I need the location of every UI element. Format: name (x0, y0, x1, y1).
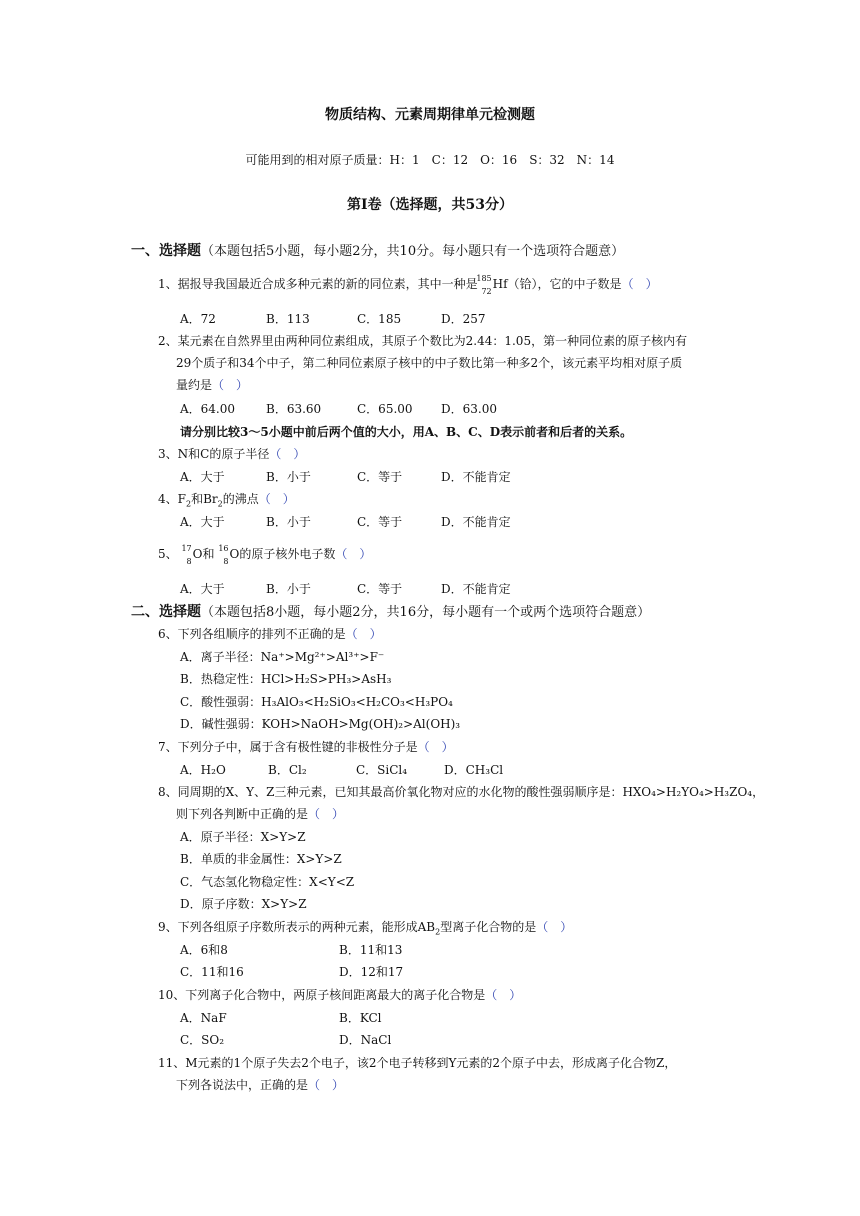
q9-option-d[interactable]: D．12和17 (339, 965, 404, 979)
question-10: 10、下列离子化合物中，两原子核间距离最大的离子化合物是（ ） (158, 988, 522, 1002)
q5-option-d[interactable]: D．不能肯定 (441, 582, 511, 596)
question-4: 4、$F_2$和$Br_2$的沸点（ ） (158, 492, 295, 509)
q10-option-b[interactable]: B．KCl (339, 1011, 382, 1025)
answer-blank[interactable]: （ ） (308, 807, 345, 821)
q2-option-b[interactable]: B．63.60 (266, 402, 322, 416)
q8-line-1: 8、同周期的X、Y、Z三种元素，已知其最高价氧化物对应的水化物的酸性强弱顺序是：HXO₄>H₂YO₄>H₃ZO₄， (158, 785, 765, 799)
answer-blank[interactable]: （ ） (308, 1078, 345, 1092)
q7-option-b[interactable]: B．Cl₂ (268, 763, 307, 777)
question-5: 5、 17 8 O和 16 8 O的原子核外电子数（ ） (158, 543, 372, 566)
q8-option-a[interactable]: A．原子半径：X>Y>Z (180, 830, 306, 844)
q1-option-a[interactable]: A．72 (180, 312, 216, 326)
answer-blank[interactable]: （ ） (335, 547, 372, 561)
question-6: 6、下列各组顺序的排列不正确的是（ ） (158, 627, 382, 641)
section1-heading: 一、选择题 (131, 243, 201, 259)
section1-note: （本题包括5小题，每小题2分，共10分。每小题只有一个选项符合题意） (201, 244, 625, 259)
question-9: 9、下列各组原子序数所表示的两种元素，能形成$AB_2$型离子化合物的是（ ） (158, 920, 573, 937)
q1-option-c[interactable]: C．185 (357, 312, 402, 326)
section2-header (131, 604, 650, 621)
instruction-3-5: 请分别比较3～5小题中前后两个值的大小，用A、B、C、D表示前者和后者的关系。 (180, 425, 633, 439)
q8-option-d[interactable]: D．原子序数：X>Y>Z (180, 897, 307, 911)
answer-blank[interactable]: （ ） (536, 920, 573, 934)
q6-option-c[interactable]: C．酸性强弱：H₃AlO₃<H₂SiO₃<H₂CO₃<H₃PO₄ (180, 695, 453, 709)
question-7: 7、下列分子中，属于含有极性键的非极性分子是（ ） (158, 740, 454, 754)
q8-option-c[interactable]: C．气态氢化物稳定性：X<Y<Z (180, 875, 355, 889)
q4-option-d[interactable]: D．不能肯定 (441, 515, 511, 529)
answer-blank[interactable]: （ ） (212, 378, 249, 392)
q8-option-b[interactable]: B．单质的非金属性：X>Y>Z (180, 852, 342, 866)
question-8-line-2: 则下列各判断中正确的是（ ） (176, 807, 345, 821)
q6-option-b[interactable]: B．热稳定性：HCl>H₂S>PH₃>AsH₃ (180, 672, 392, 686)
question-1 (158, 270, 658, 298)
q3-option-b[interactable]: B．小于 (266, 470, 311, 484)
q9-option-c[interactable]: C．11和16 (180, 965, 244, 979)
q7-option-d[interactable]: D．CH₃Cl (444, 763, 504, 777)
q7-option-a[interactable]: A．H₂O (180, 763, 226, 777)
hf-isotope: 185 72 (476, 273, 492, 296)
q5-option-c[interactable]: C．等于 (357, 582, 403, 596)
hf-symbol: Hf (492, 277, 508, 291)
q4-option-b[interactable]: B．小于 (266, 515, 311, 529)
answer-blank[interactable]: （ ） (269, 447, 306, 461)
q3-option-a[interactable]: A．大于 (180, 470, 225, 484)
q9-option-a[interactable]: A．6和8 (180, 943, 228, 957)
q10-option-d[interactable]: D．NaCl (339, 1033, 392, 1047)
q2-line-2: 29个质子和34个中子，第二种同位素原子核中的中子数比第一种多2个，该元素平均相对原子质 (176, 356, 683, 370)
q6-option-d[interactable]: D．碱性强弱：KOH>NaOH>Mg(OH)₂>Al(OH)₃ (180, 717, 461, 731)
q2-option-c[interactable]: C．65.00 (357, 402, 413, 416)
q2-option-d[interactable]: D．63.00 (441, 402, 497, 416)
q5-option-b[interactable]: B．小于 (266, 582, 311, 596)
q9-option-b[interactable]: B．11和13 (339, 943, 403, 957)
q1-option-b[interactable]: B．113 (266, 312, 310, 326)
q1-text: 1、据报导我国最近合成多种元素的新的同位素，其中一种是 (158, 277, 478, 291)
q3-option-d[interactable]: D．不能肯定 (441, 470, 511, 484)
q1-option-d[interactable]: D．257 (441, 312, 486, 326)
q4-option-a[interactable]: A．大于 (180, 515, 225, 529)
question-2-line-3: 量约是（ ） (176, 378, 249, 392)
section2-heading: 二、选择题 (131, 604, 201, 620)
o16-isotope: 16 8 (218, 543, 229, 566)
q4-option-c[interactable]: C．等于 (357, 515, 403, 529)
answer-blank[interactable]: （ ） (345, 627, 382, 641)
q5-option-a[interactable]: A．大于 (180, 582, 225, 596)
q10-option-c[interactable]: C．SO₂ (180, 1033, 225, 1047)
section2-note: （本题包括8小题，每小题2分，共16分，每小题有一个或两个选项符合题意） (201, 605, 651, 620)
q3-option-c[interactable]: C．等于 (357, 470, 403, 484)
q1-text-post: （铪），它的中子数是 (507, 277, 622, 291)
question-11-line-2: 下列各说法中，正确的是（ ） (176, 1078, 345, 1092)
part1-title: 第Ⅰ卷（选择题，共53分） (346, 197, 514, 213)
o17-isotope: 17 8 (181, 543, 192, 566)
answer-blank[interactable]: （ ） (258, 492, 295, 506)
answer-blank[interactable]: （ ） (485, 988, 522, 1002)
q6-option-a[interactable]: A．离子半径：Na⁺>Mg²⁺>Al³⁺>F⁻ (180, 650, 385, 664)
question-3: 3、N和C的原子半径（ ） (158, 447, 306, 461)
answer-blank[interactable]: （ ） (417, 740, 454, 754)
answer-blank[interactable]: （ ） (621, 277, 658, 291)
q2-option-a[interactable]: A．64.00 (180, 402, 236, 416)
q10-option-a[interactable]: A．NaF (180, 1011, 227, 1025)
q7-option-c[interactable]: C．SiCl₄ (356, 763, 408, 777)
page-title: 物质结构、元素周期律单元检测题 (325, 107, 535, 123)
atomic-mass-line: 可能用到的相对原子质量：H：1 C：12 O：16 S：32 N：14 (245, 153, 615, 167)
q2-line-1: 2、某元素在自然界里由两种同位素组成，其原子个数比为2.44：1.05，第一种同位素的原子核内有 (158, 334, 688, 348)
q11-line-1: 11、M元素的1个原子失去2个电子，该2个电子转移到Y元素的2个原子中去，形成离子化合物Z， (158, 1056, 677, 1070)
section1-header (131, 243, 624, 260)
